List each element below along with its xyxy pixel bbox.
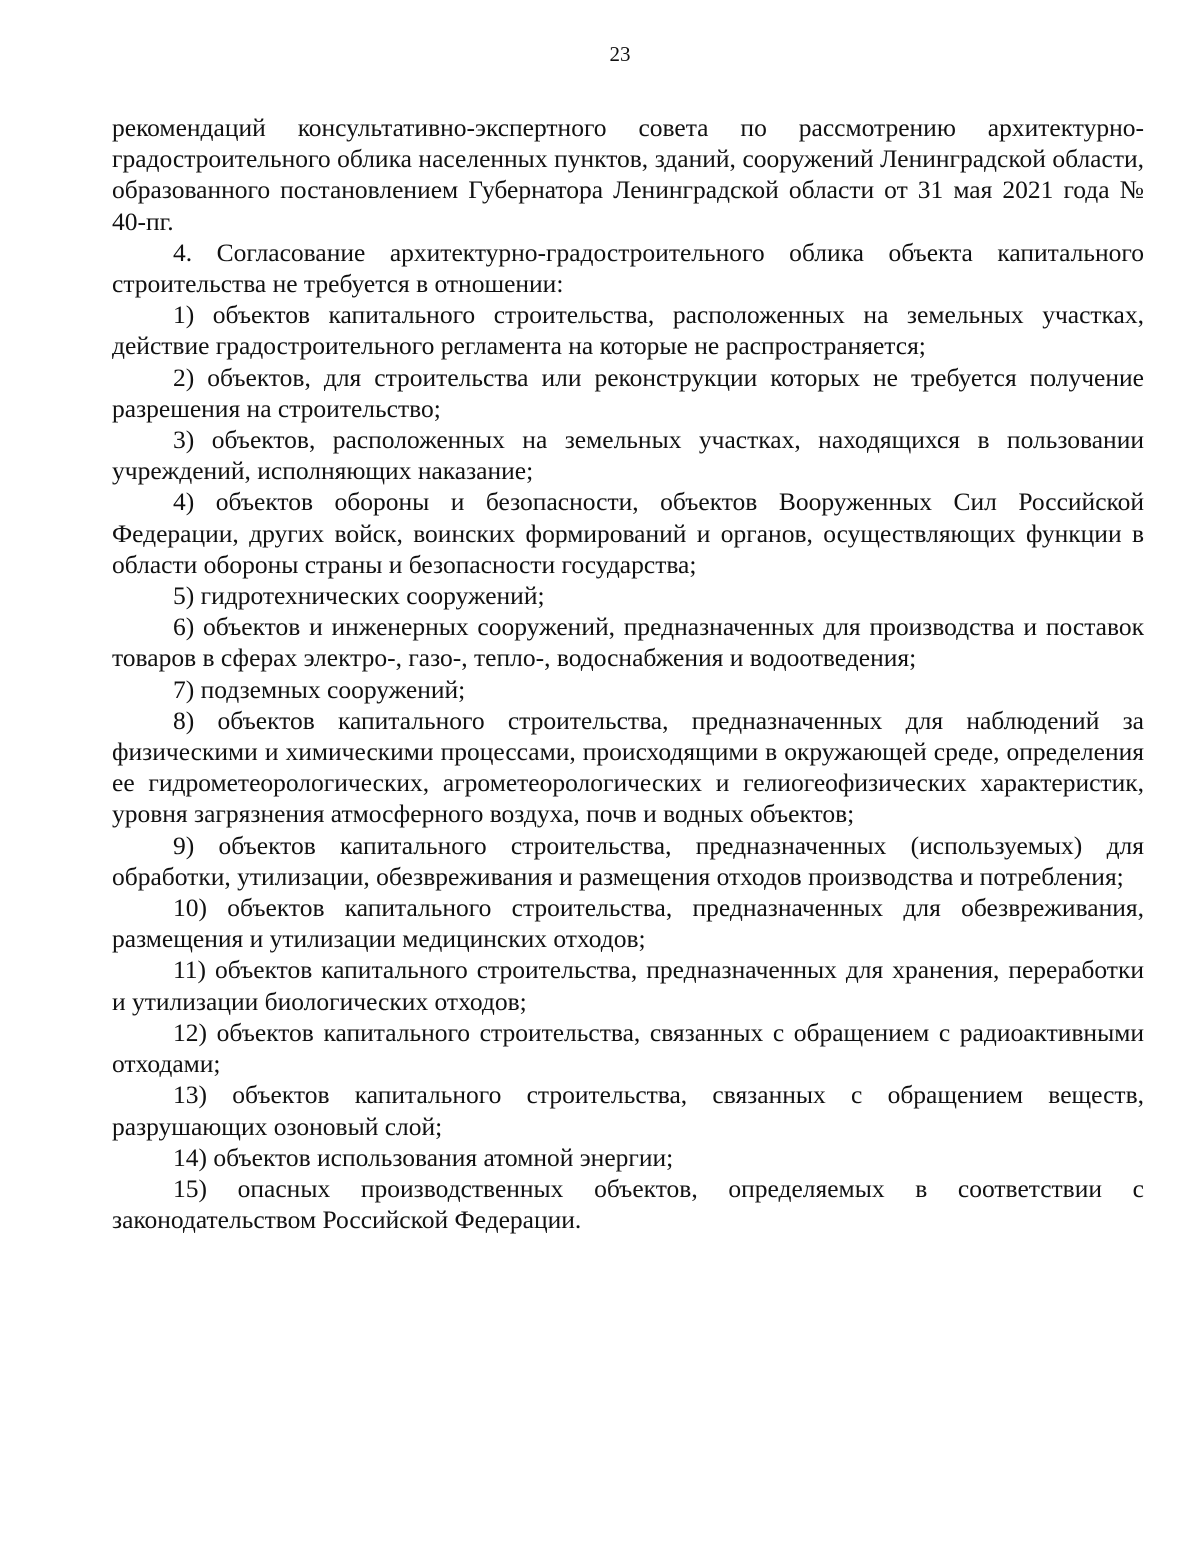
page-number: 23 xyxy=(609,42,631,66)
list-item-11: 11) объектов капитального строительства, предназначенных для хранения, переработки и утилизации биологических отходов; xyxy=(112,955,1144,1016)
list-item-7: 7) подземных сооружений; xyxy=(173,674,466,704)
list-item-4: 4) объектов обороны и безопасности, объектов Вооруженных Сил Российской Федерации, других войск, воинских формирований и органов, осуществляющих функции в области обороны страны и безопасности государства; xyxy=(112,487,1144,579)
list-item-9: 9) объектов капитального строительства, предназначенных (используемых) для обработки, утилизации, обезвреживания и размещения отходов производства и потребления; xyxy=(112,830,1144,891)
document-body xyxy=(112,112,1144,1235)
list-item-2: 2) объектов, для строительства или реконструкции которых не требуется получение разрешения на строительство; xyxy=(112,362,1144,423)
list-item-10: 10) объектов капитального строительства, предназначенных для обезвреживания, размещения и утилизации медицинских отходов; xyxy=(112,893,1144,954)
list-item-8: 8) объектов капитального строительства, предназначенных для наблюдений за физическими и химическими процессами, происходящими в окружающей среде, определения ее гидрометеорологических, агрометеорологических и гелиогеофизических характеристик, уровня загрязнения атмосферного воздуха, почв и водных объектов; xyxy=(112,705,1144,829)
list-item-5: 5) гидротехнических сооружений; xyxy=(173,581,545,611)
list-item-12: 12) объектов капитального строительства, связанных с обращением с радиоактивными отходами; xyxy=(112,1017,1144,1079)
list-item-3: 3) объектов, расположенных на земельных участках, находящихся в пользовании учреждений, исполняющих наказание; xyxy=(112,425,1144,486)
paragraph-item-4: 4. Согласование архитектурно-градостроительного облика объекта капитального строительства не требуется в отношении: xyxy=(112,237,1144,299)
list-item-15: 15) опасных производственных объектов, определяемых в соответствии с законодательством Российской Федерации. xyxy=(112,1173,1144,1235)
list-item-6: 6) объектов и инженерных сооружений, предназначенных для производства и поставок товаров в сферах электро-, газо-, тепло-, водоснабжения и водоотведения; xyxy=(112,612,1144,673)
list-item-1: 1) объектов капитального строительства, расположенных на земельных участках, действие градостроительного регламента на которые не распространяется; xyxy=(112,300,1144,361)
paragraph-continuation: рекомендаций консультативно-экспертного совета по рассмотрению архитектурно-градостроительного облика населенных пунктов, зданий, сооружений Ленинградской области, образованного постановлением Губернатора Ленинградской области от 31 мая 2021 года № 40-пг. xyxy=(112,113,1144,236)
list-item-13: 13) объектов капитального строительства, связанных с обращением веществ, разрушающих озоновый слой; xyxy=(112,1080,1144,1141)
list-item-14: 14) объектов использования атомной энергии; xyxy=(173,1142,674,1172)
